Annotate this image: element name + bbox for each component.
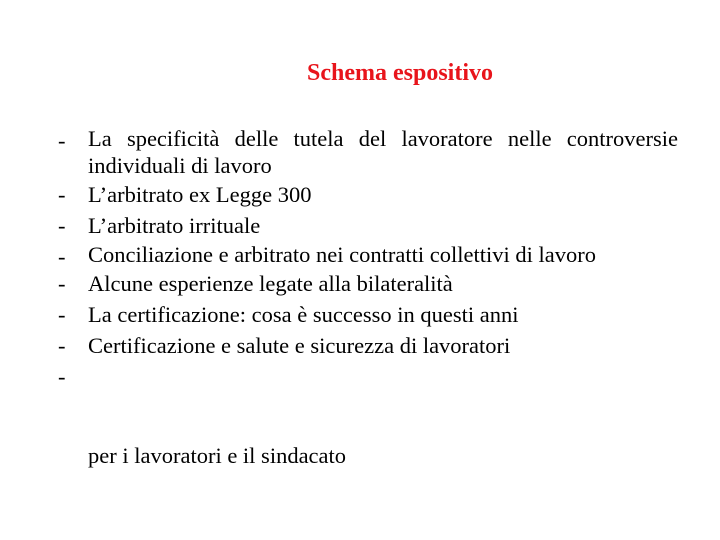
bullet-marker: -: [58, 213, 66, 238]
bullet-text: L’arbitrato irrituale: [88, 213, 261, 238]
bullet-item-8: [58, 361, 678, 387]
bullet-marker: -: [58, 333, 66, 358]
bullet-marker: -: [58, 364, 66, 389]
bullet-item-5: [58, 268, 678, 299]
bullet-item-4: [58, 241, 678, 268]
bullet-item-2: [58, 179, 678, 210]
bullet-marker: -: [58, 271, 66, 296]
bullet-item-7: [58, 330, 678, 361]
bullet-item-6: [58, 299, 678, 330]
bullet-text: Conciliazione e arbitrato nei contratti collettivi di lavoro: [88, 242, 596, 267]
bullet-item-3: [58, 210, 678, 241]
bullet-list: [58, 125, 678, 387]
trailing-line: per i lavoratori e il sindacato: [88, 443, 347, 468]
bullet-text: L’arbitrato ex Legge 300: [88, 182, 312, 207]
bullet-marker: -: [58, 128, 66, 153]
bullet-text: La certificazione: cosa è successo in questi anni: [88, 302, 519, 327]
bullet-marker: -: [58, 302, 66, 327]
bullet-item-1: [58, 125, 678, 179]
bullet-text: La specificità delle tutela del lavoratore nelle controversie individuali di lavoro: [88, 126, 678, 178]
slide-title: Schema espositivo: [307, 60, 493, 86]
bullet-marker: -: [58, 182, 66, 207]
bullet-text: [88, 361, 678, 387]
bullet-text: Certificazione e salute e sicurezza di lavoratori: [88, 333, 511, 358]
bullet-marker: -: [58, 244, 66, 269]
bullet-text: Alcune esperienze legate alla bilateralità: [88, 271, 453, 296]
